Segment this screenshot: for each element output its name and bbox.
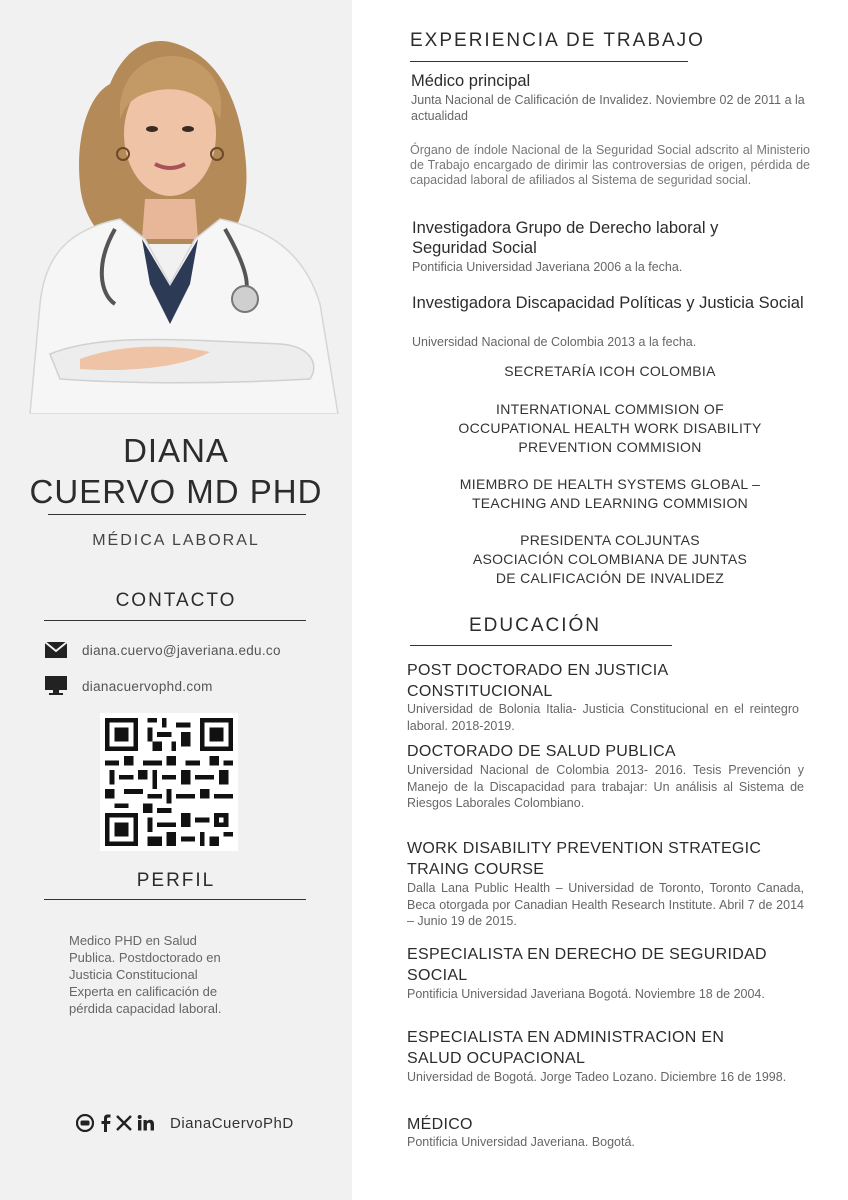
name-line-first: DIANA <box>123 432 229 469</box>
education-title: WORK DISABILITY PREVENTION STRATEGIC TRAING COURSE <box>407 840 762 878</box>
social-links <box>76 1112 294 1134</box>
job-title: Investigadora Discapacidad Políticas y Justicia Social <box>412 294 804 312</box>
facebook-icon[interactable] <box>99 1114 111 1132</box>
education-subtitle: Universidad de Bolonia Italia- Justicia Constitucional en el reintegro laboral. 2018-2019. <box>407 702 799 733</box>
education-subtitle: Pontificia Universidad Javeriana Bogotá. Noviembre 18 de 2004. <box>407 987 765 1001</box>
qr-code <box>100 713 238 851</box>
perfil-line: pérdida capacidad laboral. <box>69 1001 222 1016</box>
person-name <box>0 430 352 512</box>
role-block <box>410 531 810 588</box>
youtube-icon[interactable] <box>76 1114 94 1132</box>
name-line-last: CUERVO MD PHD <box>29 473 323 510</box>
job-subtitle: Universidad Nacional de Colombia 2013 a la fecha. <box>412 335 697 349</box>
education-divider <box>410 645 672 646</box>
role-line: MIEMBRO DE HEALTH SYSTEMS GLOBAL – <box>459 476 761 492</box>
monitor-icon <box>44 675 68 697</box>
perfil-line: Experta en calificación de <box>69 984 218 999</box>
role-line: SECRETARÍA ICOH COLOMBIA <box>504 363 716 379</box>
role-line: PRESIDENTA COLJUNTAS <box>520 532 700 548</box>
experience-divider <box>410 61 688 62</box>
role-line: ASOCIACIÓN COLOMBIANA DE JUNTAS <box>472 551 748 567</box>
perfil-heading: PERFIL <box>136 870 216 891</box>
experience-heading: EXPERIENCIA DE TRABAJO <box>410 30 705 51</box>
perfil-divider <box>44 899 306 900</box>
job-subtitle: MÉDICA LABORAL <box>92 532 260 549</box>
mail-icon <box>44 641 68 659</box>
job-description: Órgano de índole Nacional de la Seguridad Social adscrito al Ministerio de Trabajo encargado de dirimir las controversias de origen, pérdida de capacidad laboral de afiliados al Sistema de seguridad social. <box>410 143 810 187</box>
social-handle[interactable]: DianaCuervoPhD <box>170 1114 294 1132</box>
role-line: INTERNATIONAL COMMISION OF <box>496 401 724 417</box>
education-title: DOCTORADO DE SALUD PUBLICA <box>407 743 676 760</box>
education-title: MÉDICO <box>407 1116 473 1133</box>
perfil-text <box>69 932 279 1017</box>
education-subtitle: Universidad Nacional de Colombia 2013- 2016. Tesis Prevención y Manejo de la Discapacidad para trabajar: Un análisis al Sistema de Riesgos Laborales Colombiano. <box>407 763 804 810</box>
portrait-photo <box>20 24 340 414</box>
contact-website[interactable]: dianacuervophd.com <box>82 678 213 694</box>
education-heading: EDUCACIÓN <box>469 615 602 636</box>
contact-divider <box>44 620 306 621</box>
perfil-line: Medico PHD en Salud <box>69 933 197 948</box>
education-title: ESPECIALISTA EN ADMINISTRACION EN SALUD OCUPACIONAL <box>407 1029 725 1067</box>
role-block <box>410 400 810 457</box>
role-line: PREVENTION COMMISION <box>518 439 702 455</box>
perfil-line: Justicia Constitucional <box>69 967 198 982</box>
education-subtitle: Pontificia Universidad Javeriana. Bogotá. <box>407 1135 635 1149</box>
contact-email-row[interactable] <box>44 639 281 661</box>
perfil-line: Publica. Postdoctorado en <box>69 950 221 965</box>
job-title: Investigadora Grupo de Derecho laboral y Seguridad Social <box>412 219 719 257</box>
contact-email[interactable]: diana.cuervo@javeriana.edu.co <box>82 642 281 658</box>
main-content <box>352 0 848 1200</box>
education-title: ESPECIALISTA EN DERECHO DE SEGURIDAD SOCIAL <box>407 946 767 984</box>
contact-website-row[interactable] <box>44 675 213 697</box>
role-block <box>410 475 810 513</box>
education-subtitle: Universidad de Bogotá. Jorge Tadeo Lozano. Diciembre 16 de 1998. <box>407 1070 787 1084</box>
contact-heading: CONTACTO <box>115 590 237 611</box>
education-subtitle: Dalla Lana Public Health – Universidad de Toronto, Toronto Canada, Beca otorgada por Canadian Health Research Institute. Abril 7 de 2014 – Junio 19 de 2015. <box>407 881 804 928</box>
job-subtitle: Junta Nacional de Calificación de Invalidez. Noviembre 02 de 2011 a la actualidad <box>411 93 805 123</box>
linkedin-icon[interactable] <box>137 1115 155 1131</box>
job-title: Médico principal <box>411 72 531 90</box>
sidebar <box>0 0 352 1200</box>
role-line: OCCUPATIONAL HEALTH WORK DISABILITY <box>458 420 762 436</box>
name-divider <box>48 514 306 515</box>
role-line: TEACHING AND LEARNING COMMISION <box>471 495 749 511</box>
role-block <box>410 362 810 381</box>
role-line: DE CALIFICACIÓN DE INVALIDEZ <box>495 570 725 586</box>
x-icon[interactable] <box>116 1115 132 1131</box>
education-title: POST DOCTORADO EN JUSTICIA CONSTITUCIONAL <box>407 662 668 700</box>
job-subtitle: Pontificia Universidad Javeriana 2006 a la fecha. <box>412 260 683 274</box>
